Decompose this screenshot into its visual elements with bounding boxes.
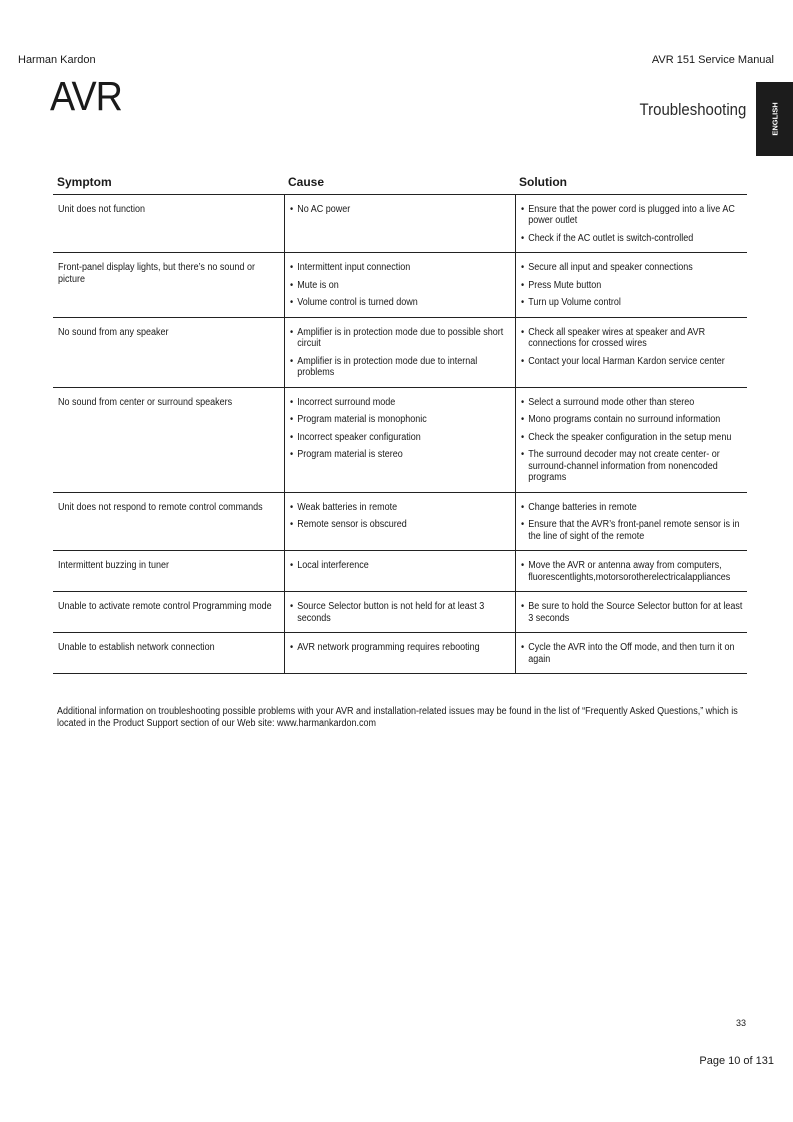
solution-list: [521, 642, 743, 665]
cause-cell: [284, 492, 515, 551]
cause-item: • Volume control is turned down: [290, 297, 511, 309]
solution-list: [521, 502, 743, 543]
cause-cell: [284, 253, 515, 318]
solution-item: • Ensure that the power cord is plugged into a live AC power outlet: [521, 204, 743, 227]
solution-list: [521, 560, 743, 583]
symptom-cell: [53, 194, 284, 253]
brand-name: Harman Kardon: [18, 54, 96, 66]
solution-header: Solution: [515, 175, 747, 194]
symptom-text: Intermittent buzzing in tuner: [58, 560, 170, 571]
cause-cell: [284, 387, 515, 492]
cause-cell: [284, 551, 515, 592]
cause-item: • AVR network programming requires rebooting: [290, 642, 511, 654]
solution-list: [521, 327, 743, 368]
symptom-text: Front-panel display lights, but there’s no sound or picture: [58, 262, 255, 285]
symptom-header: Symptom: [53, 175, 284, 194]
solution-item: • Move the AVR or antenna away from computers, fluorescentlights,motorsorotherelectricalappliances: [521, 560, 743, 583]
cause-list: [290, 262, 511, 309]
cause-item: • Amplifier is in protection mode due to possible short circuit: [290, 327, 511, 350]
symptom-text: Unable to activate remote control Programming mode: [58, 601, 272, 612]
symptom-cell: [53, 387, 284, 492]
cause-list: [290, 327, 511, 379]
cause-item: • Program material is stereo: [290, 449, 511, 461]
symptom-text: Unable to establish network connection: [58, 642, 215, 653]
solution-cell: [515, 633, 747, 674]
cause-item: • Amplifier is in protection mode due to internal problems: [290, 356, 511, 379]
page-number: 33: [735, 1018, 746, 1028]
additional-info-note: [57, 706, 757, 730]
table-header-row: [53, 175, 747, 194]
solution-item: • Select a surround mode other than stereo: [521, 397, 743, 409]
cause-cell: [284, 317, 515, 387]
symptom-text: Unit does not respond to remote control commands: [58, 501, 263, 513]
language-tab-label: ENGLISH: [770, 102, 779, 136]
troubleshooting-table: [53, 175, 747, 674]
solution-item: • Turn up Volume control: [521, 297, 743, 309]
solution-item: • Change batteries in remote: [521, 502, 743, 514]
solution-cell: [515, 592, 747, 633]
solution-item: • Secure all input and speaker connections: [521, 262, 743, 274]
solution-list: [521, 601, 743, 624]
page-counter: Page 10 of 131: [699, 1055, 774, 1067]
symptom-cell: [53, 633, 284, 674]
cause-item: • Incorrect speaker configuration: [290, 432, 511, 444]
solution-cell: [515, 492, 747, 551]
solution-item: • The surround decoder may not create center- or surround-channel information from nonencoded programs: [521, 449, 743, 484]
cause-list: [290, 642, 511, 654]
cause-list: [290, 502, 511, 531]
solution-cell: [515, 317, 747, 387]
section-title: Troubleshooting: [639, 100, 746, 119]
symptom-cell: [53, 253, 284, 318]
cause-item: • No AC power: [290, 204, 511, 216]
symptom-cell: [53, 492, 284, 551]
table-row: [53, 492, 747, 551]
additional-info-text: Additional information on troubleshooting possible problems with your AVR and installation-related issues may be found in the list of “Frequently Asked Questions,” which is located in the Product Support section of our Web site: www.harmankardon.com: [57, 706, 738, 729]
solution-item: • Mono programs contain no surround information: [521, 414, 743, 426]
cause-list: [290, 397, 511, 461]
cause-item: • Local interference: [290, 560, 511, 572]
solution-item: • Check all speaker wires at speaker and AVR connections for crossed wires: [521, 327, 743, 350]
table-row: [53, 633, 747, 674]
solution-item: • Contact your local Harman Kardon service center: [521, 356, 743, 368]
solution-item: • Ensure that the AVR’s front-panel remote sensor is in the line of sight of the remote: [521, 519, 743, 542]
language-tab: [756, 82, 793, 156]
symptom-text: No sound from center or surround speakers: [58, 396, 233, 408]
table-row: [53, 387, 747, 492]
solution-item: • Check the speaker configuration in the setup menu: [521, 432, 743, 444]
cause-cell: [284, 592, 515, 633]
cause-list: [290, 204, 511, 216]
cause-cell: [284, 194, 515, 253]
solution-cell: [515, 387, 747, 492]
cause-item: • Program material is monophonic: [290, 414, 511, 426]
symptom-text: No sound from any speaker: [58, 326, 169, 338]
avr-logo: AVR: [50, 73, 123, 119]
cause-item: • Remote sensor is obscured: [290, 519, 511, 531]
table-body: [53, 194, 747, 674]
cause-item: • Intermittent input connection: [290, 262, 511, 274]
solution-item: • Cycle the AVR into the Off mode, and then turn it on again: [521, 642, 743, 665]
cause-list: [290, 601, 511, 624]
symptom-cell: [53, 551, 284, 592]
symptom-cell: [53, 592, 284, 633]
cause-list: [290, 560, 511, 572]
solution-cell: [515, 253, 747, 318]
solution-list: [521, 204, 743, 245]
cause-item: • Source Selector button is not held for at least 3 seconds: [290, 601, 511, 624]
table-row: [53, 317, 747, 387]
symptom-cell: [53, 317, 284, 387]
cause-header: Cause: [284, 175, 515, 194]
table-row: [53, 194, 747, 253]
solution-cell: [515, 551, 747, 592]
symptom-text: Unit does not function: [58, 203, 146, 215]
solution-item: • Be sure to hold the Source Selector button for at least 3 seconds: [521, 601, 743, 624]
solution-cell: [515, 194, 747, 253]
solution-item: • Press Mute button: [521, 280, 743, 292]
cause-cell: [284, 633, 515, 674]
solution-list: [521, 397, 743, 484]
table-row: [53, 253, 747, 318]
document-title: AVR 151 Service Manual: [651, 54, 774, 66]
cause-item: • Incorrect surround mode: [290, 397, 511, 409]
table-row: [53, 592, 747, 633]
solution-item: • Check if the AC outlet is switch-controlled: [521, 233, 743, 245]
cause-item: • Mute is on: [290, 280, 511, 292]
solution-list: [521, 262, 743, 309]
table-row: [53, 551, 747, 592]
cause-item: • Weak batteries in remote: [290, 502, 511, 514]
